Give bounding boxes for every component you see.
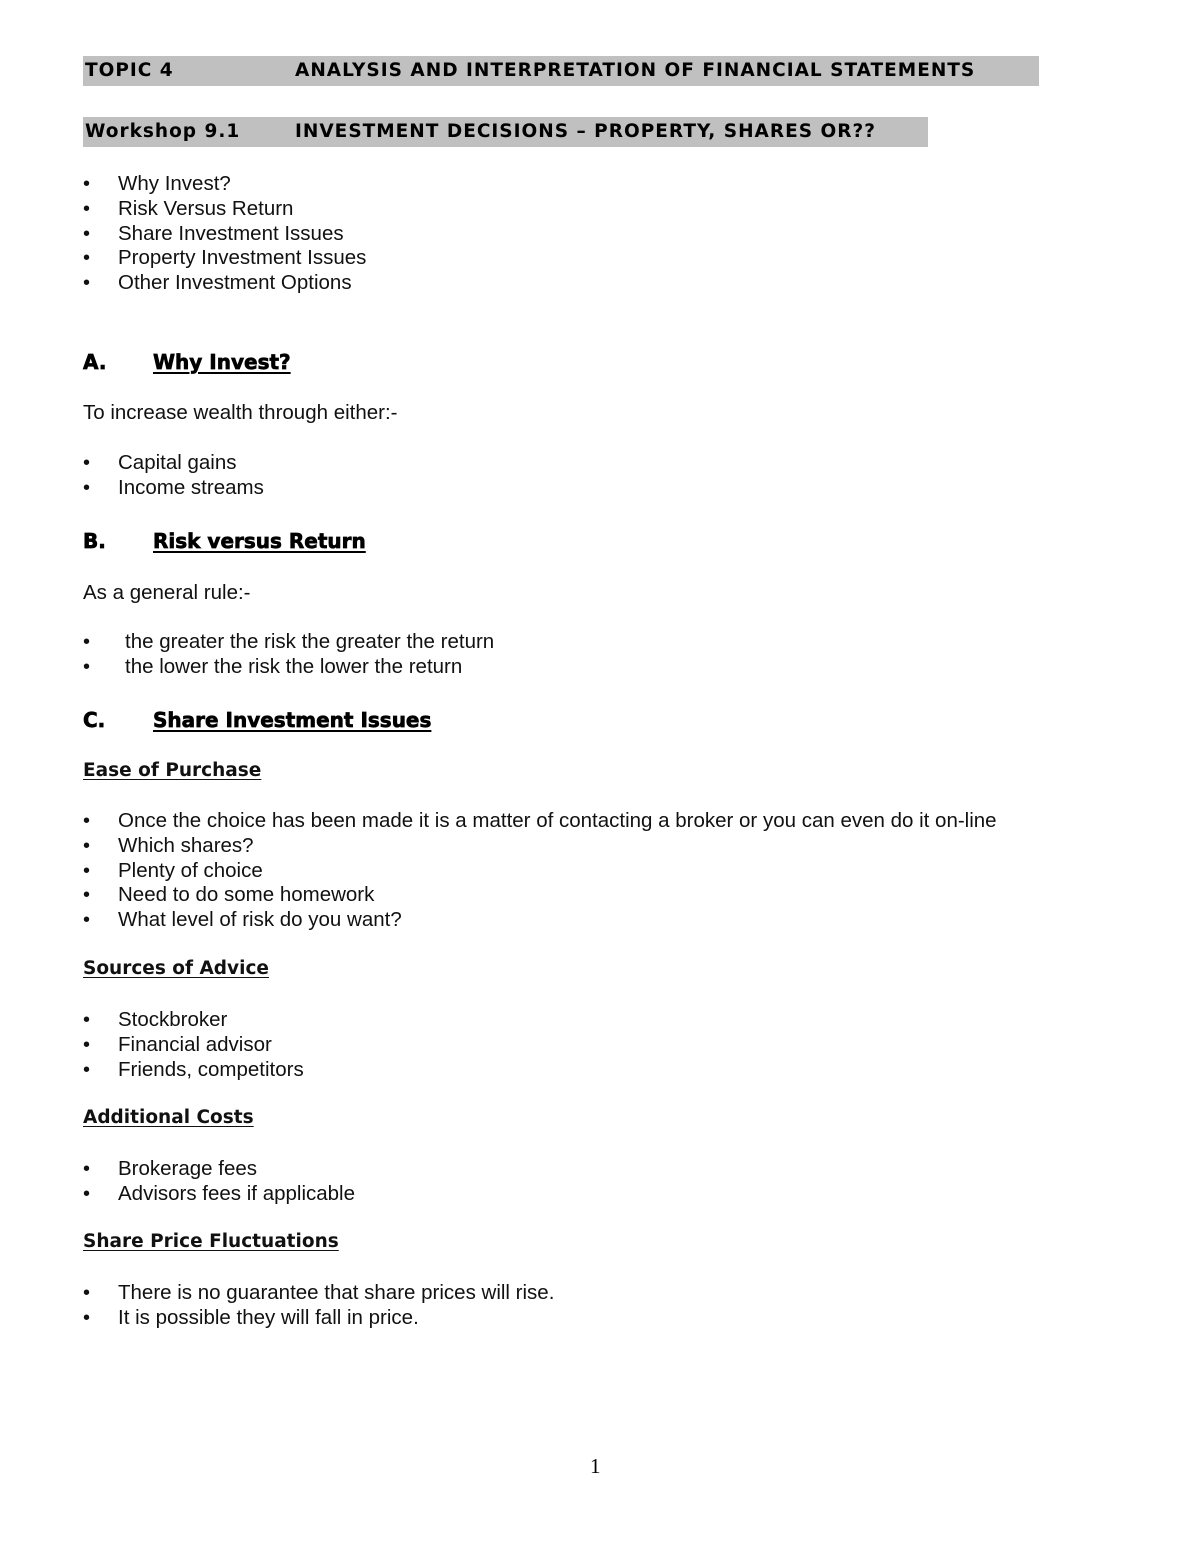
section-a-intro: To increase wealth through either:- <box>83 401 398 424</box>
section-a-heading <box>83 350 291 374</box>
list-item: • There is no guarantee that share prices will rise. <box>83 1281 554 1306</box>
list-item: • Brokerage fees <box>83 1157 355 1182</box>
additional-costs-heading: Additional Costs <box>83 1107 254 1128</box>
list-item: • Capital gains <box>83 451 264 476</box>
section-letter: A. <box>83 350 107 374</box>
section-title: Share Investment Issues <box>153 708 432 732</box>
section-b-intro: As a general rule:- <box>83 581 251 604</box>
list-item: • Share Investment Issues <box>83 222 366 247</box>
page-number: 1 <box>590 1454 601 1478</box>
sources-of-advice-list <box>83 1008 304 1082</box>
list-item: • Income streams <box>83 476 264 501</box>
workshop-label: Workshop 9.1 <box>85 121 241 142</box>
section-title: Risk versus Return <box>153 529 366 553</box>
list-item: • Property Investment Issues <box>83 246 366 271</box>
workshop-title: INVESTMENT DECISIONS – PROPERTY, SHARES OR?? <box>295 121 876 142</box>
list-item: • Need to do some homework <box>83 883 997 908</box>
list-item: • Why Invest? <box>83 172 366 197</box>
sources-of-advice-heading: Sources of Advice <box>83 958 269 979</box>
share-price-fluctuations-heading: Share Price Fluctuations <box>83 1231 339 1252</box>
list-item: • Other Investment Options <box>83 271 366 296</box>
list-item: • Risk Versus Return <box>83 197 366 222</box>
ease-of-purchase-list <box>83 809 997 933</box>
topic-title: ANALYSIS AND INTERPRETATION OF FINANCIAL STATEMENTS <box>295 60 976 81</box>
list-item: • Stockbroker <box>83 1008 304 1033</box>
workshop-header <box>83 117 928 147</box>
list-item: • Once the choice has been made it is a matter of contacting a broker or you can even do it on-line <box>83 809 997 834</box>
outline-list <box>83 172 366 296</box>
list-item: • It is possible they will fall in price. <box>83 1306 554 1331</box>
list-item: • Plenty of choice <box>83 859 997 884</box>
list-item: • What level of risk do you want? <box>83 908 997 933</box>
section-a-list <box>83 451 264 501</box>
list-item: • the greater the risk the greater the return <box>83 630 494 655</box>
additional-costs-list <box>83 1157 355 1207</box>
section-b-heading <box>83 529 366 553</box>
share-price-fluctuations-list <box>83 1281 554 1331</box>
section-title: Why Invest? <box>153 350 291 374</box>
list-item: • Advisors fees if applicable <box>83 1182 355 1207</box>
list-item: • Financial advisor <box>83 1033 304 1058</box>
section-letter: B. <box>83 529 106 553</box>
list-item: • Friends, competitors <box>83 1058 304 1083</box>
topic-label: TOPIC 4 <box>85 60 174 81</box>
section-b-list <box>83 630 494 680</box>
list-item: • Which shares? <box>83 834 997 859</box>
list-item: • the lower the risk the lower the return <box>83 655 494 680</box>
section-c-heading <box>83 708 431 732</box>
ease-of-purchase-heading: Ease of Purchase <box>83 760 262 781</box>
section-letter: C. <box>83 708 106 732</box>
topic-header <box>83 56 1039 86</box>
